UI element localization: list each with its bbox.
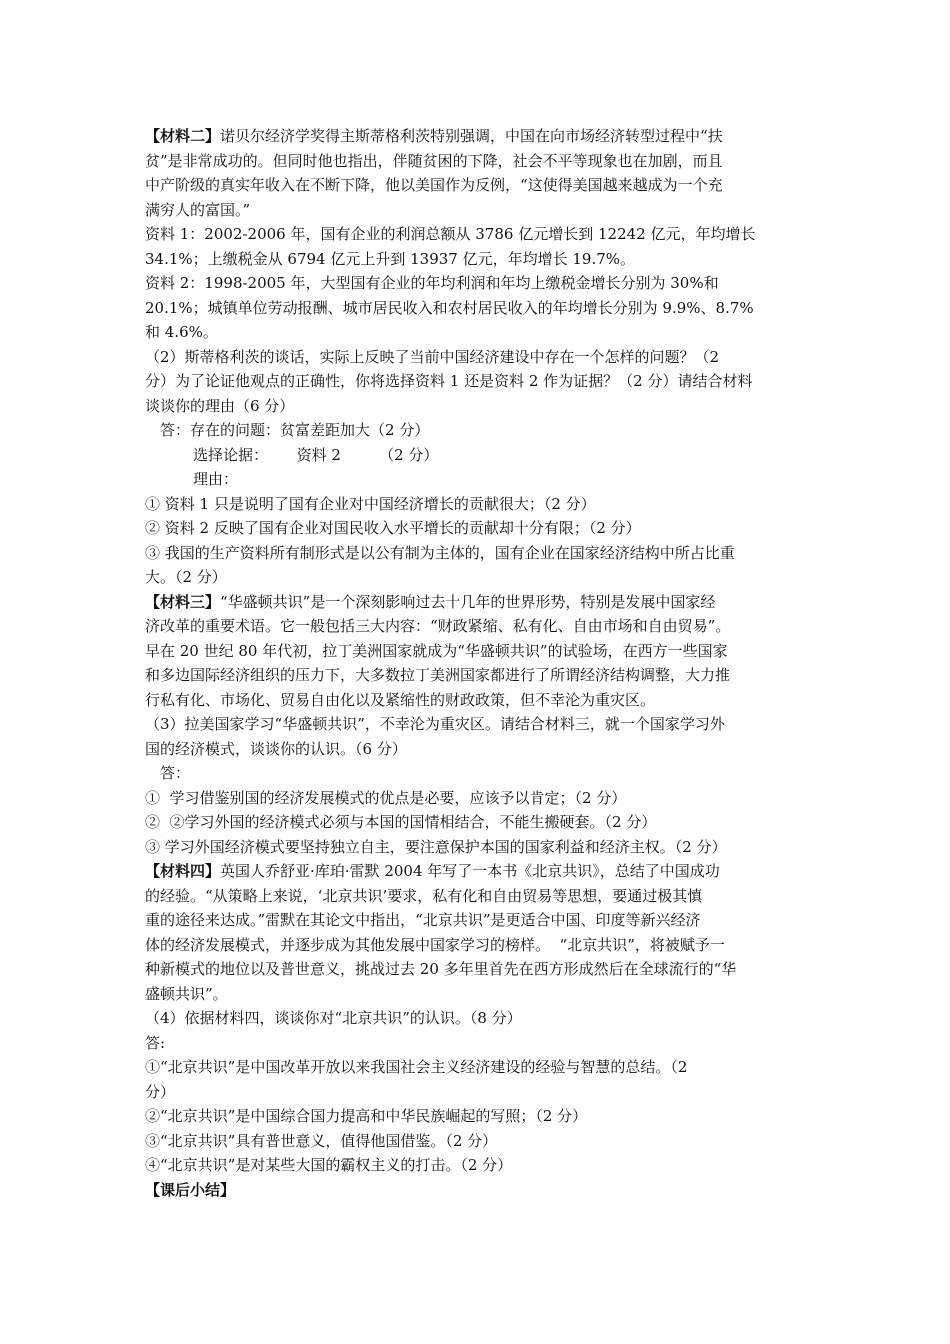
answer-2-point-3-cont: 大。（2 分） — [145, 568, 227, 586]
summary-heading: 【课后小结】 — [145, 1180, 236, 1199]
question-2-line-3: 谈谈你的理由（6 分） — [145, 396, 295, 415]
answer-2-point-3: ③ 我国的生产资料所有制形式是以公有制为主体的，国有企业在国家经济结构中所占比重 — [145, 543, 735, 562]
answer-4-label: 答: — [145, 1033, 166, 1052]
material4-heading: 【材料四】 — [145, 862, 221, 880]
material2-heading: 【材料二】 — [145, 127, 221, 145]
material4-line-1: 【材料四】英国人乔舒亚·库珀·雷默 2004 年写了一本书《北京共识》，总结了中国成功 — [145, 862, 720, 880]
data-line-5: 和 4.6%。 — [145, 323, 218, 341]
answer-2-point-2: ② 资料 2 反映了国有企业对国民收入水平增长的贡献却十分有限；（2 分） — [145, 519, 641, 537]
answer-3-point-1: ① 学习借鉴别国的经济发展模式的优点是必要，应该予以肯定；（2 分） — [145, 788, 627, 807]
material3-heading: 【材料三】 — [145, 592, 221, 611]
material3-line-2: 济改革的重要术语。它一般包括三大内容：“财政紧缩、私有化、自由市场和自由贸易”。 — [145, 617, 731, 635]
question-2-line-2: 分）为了论证他观点的正确性，你将选择资料 1 还是资料 2 作为证据？（2 分）请结合材料 — [145, 372, 753, 390]
document-page — [145, 124, 817, 1202]
answer-4-point-1-cont: 分） — [145, 1082, 176, 1101]
material4-line-4: 体的经济发展模式，并逐步成为其他发展中国家学习的榜样。 “北京共识”，将被赋予一 — [145, 935, 725, 954]
answer-2-intro: 答：存在的问题：贫富差距加大（2 分） — [160, 421, 430, 439]
question-3-line-1: （3）拉美国家学习“华盛顿共识”，不幸沦为重灾区。请结合材料三，就一个国家学习外 — [145, 715, 725, 733]
answer-3-label: 答： — [160, 764, 191, 782]
answer-2-reason-label: 理由： — [193, 470, 239, 488]
question-2-line-1: （2）斯蒂格利茨的谈话，实际上反映了当前中国经济建设中存在一个怎样的问题？（2 — [145, 347, 720, 366]
question-3-line-2: 国的经济模式，谈谈你的认识。（6 分） — [145, 739, 407, 758]
material2-line-4: 满穷人的富国。” — [145, 200, 251, 219]
material3-line-4: 和多边国际经济组织的压力下，大多数拉丁美洲国家都进行了所谓经济结构调整，大力推 — [145, 666, 731, 684]
answer-4-point-3: ③“北京共识”具有普世意义，值得他国借鉴。（2 分） — [145, 1131, 498, 1150]
question-4: （4）依据材料四，谈谈你对“北京共识”的认识。（8 分） — [145, 1009, 522, 1027]
material4-line-6: 盛顿共识”。 — [145, 984, 228, 1003]
material3-line-5: 行私有化、市场化、贸易自由化以及紧缩性的财政政策，但不幸沦为重灾区。 — [145, 690, 656, 709]
data-line-1: 资料 1：2002-2006 年，国有企业的利润总额从 3786 亿元增长到 12242 亿元，年均增长 — [145, 225, 756, 243]
material2-line-1: 【材料二】诺贝尔经济学奖得主斯蒂格利茨特别强调，中国在向市场经济转型过程中“扶 — [145, 127, 723, 145]
material3-line-1: 【材料三】“华盛顿共识”是一个深刻影响过去十几年的世界形势，特别是发展中国家经 — [145, 592, 716, 611]
answer-2-point-1: ① 资料 1 只是说明了国有企业对中国经济增长的贡献很大；（2 分） — [145, 494, 596, 513]
answer-2-choice: 选择论据： 资料 2 （2 分） — [193, 445, 439, 464]
data-line-3: 资料 2：1998-2005 年，大型国有企业的年均利润和年均上缴税金增长分别为 30%和 — [145, 274, 719, 292]
data-line-2: 34.1%；上缴税金从 6794 亿元上升到 13937 亿元，年均增长 19.7%。 — [145, 249, 636, 268]
answer-4-point-4: ④“北京共识”是对某些大国的霸权主义的打击。（2 分） — [145, 1156, 513, 1174]
data-line-4: 20.1%；城镇单位劳动报酬、城市居民收入和农村居民收入的年均增长分别为 9.9%、8.7% — [145, 298, 754, 317]
answer-4-point-2: ②“北京共识”是中国综合国力提高和中华民族崛起的写照；（2 分） — [145, 1107, 588, 1125]
material4-line-5: 种新模式的地位以及普世意义，挑战过去 20 多年里首先在西方形成然后在全球流行的“华 — [145, 960, 737, 978]
material2-line-2: 贫”是非常成功的。但同时他也指出，伴随贫困的下降，社会不平等现象也在加剧，而且 — [145, 151, 723, 170]
material4-line-3: 重的途径来达成。”雷默在其论文中指出，“北京共识”是更适合中国、印度等新兴经济 — [145, 911, 701, 929]
answer-4-point-1: ①“北京共识”是中国改革开放以来我国社会主义经济建设的经验与智慧的总结。（2 — [145, 1058, 688, 1076]
material3-line-3: 早在 20 世纪 80 年代初，拉丁美洲国家就成为“华盛顿共识”的试验场，在西方一些国家 — [145, 641, 728, 660]
answer-3-point-2: ② ②学习外国的经济模式必须与本国的国情相结合，不能生搬硬套。（2 分） — [145, 813, 657, 831]
material2-line-3: 中产阶级的真实年收入在不断下降，他以美国作为反例，“这使得美国越来越成为一个充 — [145, 176, 723, 194]
material4-line-2: 的经验。“从策略上来说，‘北京共识’要求，私有化和自由贸易等思想，要通过极其慎 — [145, 886, 703, 905]
answer-3-point-3: ③ 学习外国经济模式要坚持独立自主，要注意保护本国的国家利益和经济主权。（2 分） — [145, 837, 727, 856]
